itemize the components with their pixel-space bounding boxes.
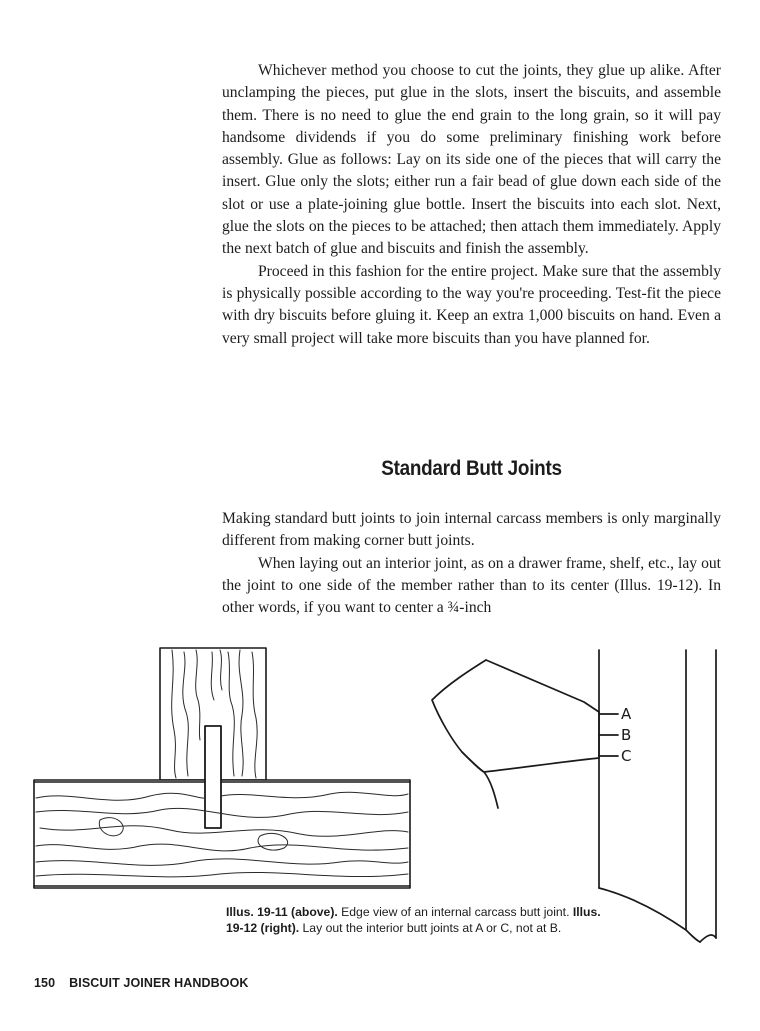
paragraph-layout: When laying out an interior joint, as on a drawer frame, shelf, etc., lay out the joint to one side of the member rather than to its center (Illus. 19-12). In other words, if you want to center a ¾-inch bbox=[222, 554, 721, 617]
page-footer bbox=[34, 976, 249, 990]
caption-ref-19-12: Illus. 19-12 (right). bbox=[226, 905, 601, 935]
figure-caption bbox=[226, 904, 616, 936]
caption-ref-19-11: Illus. 19-11 (above). bbox=[226, 905, 338, 919]
text-block-top bbox=[222, 60, 721, 350]
label-c: C bbox=[621, 747, 632, 765]
text-block-bottom bbox=[222, 508, 721, 619]
caption-text-2: Lay out the interior butt joints at A or C, not at B. bbox=[299, 921, 562, 935]
paragraph-proceed: Proceed in this fashion for the entire project. Make sure that the assembly is physically possible according to the way you're proceeding. Test-fit the piece with dry biscuits before gluing it. Keep an extra 1,000 biscuits on hand. Even a very small project will take more biscuits than you have planned for. bbox=[222, 262, 721, 347]
page-number: 150 bbox=[34, 976, 56, 990]
caption-text-1: Edge view of an internal carcass butt joint. bbox=[337, 905, 573, 919]
label-b: B bbox=[621, 726, 632, 744]
label-a: A bbox=[621, 705, 632, 723]
section-heading: Standard Butt Joints bbox=[381, 457, 562, 480]
paragraph-intro: Making standard butt joints to join internal carcass members is only marginally different from making corner butt joints. bbox=[222, 510, 721, 550]
book-title: BISCUIT JOINER HANDBOOK bbox=[69, 976, 249, 990]
paragraph-glue-up: Whichever method you choose to cut the joints, they glue up alike. After unclamping the pieces, put glue in the slots, insert the biscuits, and assemble them. There is no need to glue the end grain to the long grain, so it will pay handsome dividends if you do some preliminary finishing work before assembly. Glue as follows: Lay on its side one of the pieces that will carry the insert. Glue only the slots; either run a fair bead of glue down each side of the slot or use a plate-joining glue bottle. Insert the biscuits into each slot. Next, glue the slots on the pieces to be attached; then attach them immediately. Apply the next batch of glue and biscuits and finish the assembly. bbox=[222, 62, 721, 258]
